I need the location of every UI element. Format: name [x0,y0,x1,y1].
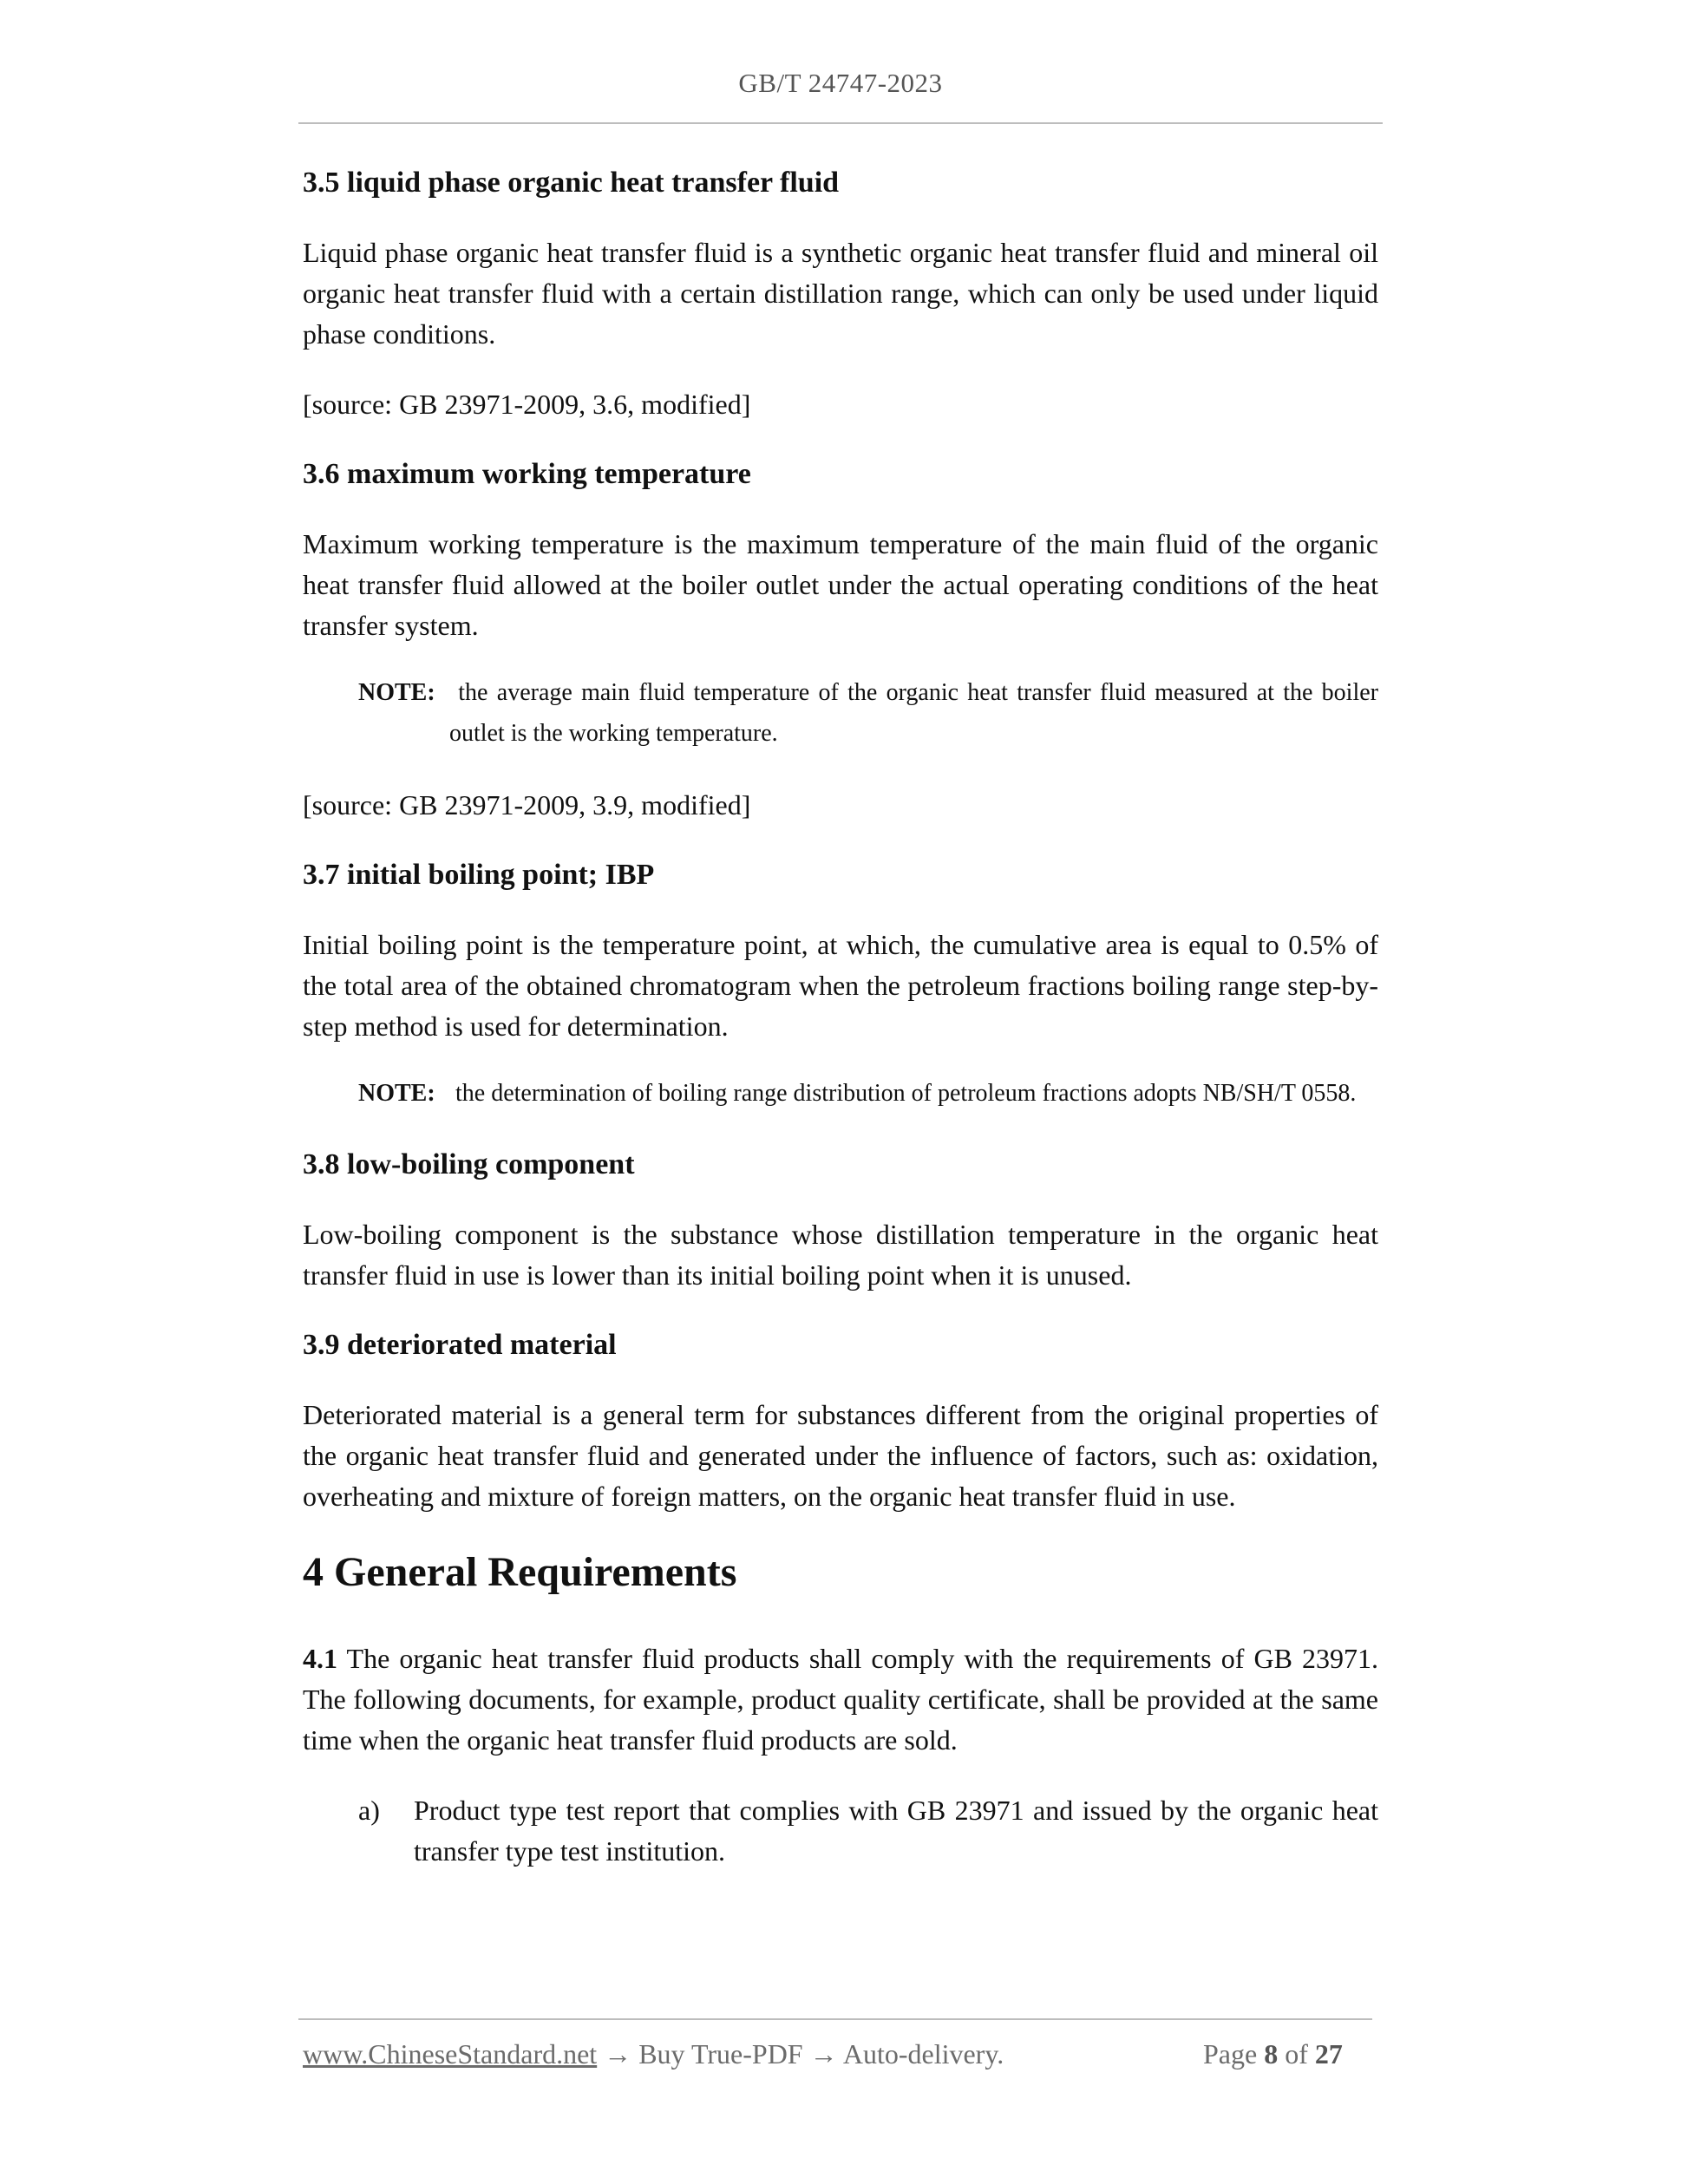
arrow-right-icon: → [809,2038,838,2070]
total-pages: 27 [1314,2038,1343,2070]
of-label: of [1285,2038,1308,2070]
section-3-7-note [358,1073,1378,1114]
arrow-right-icon: → [604,2038,632,2070]
section-3-5-body: Liquid phase organic heat transfer fluid is a synthetic organic heat transfer fluid and mineral oil organic heat transfer fluid with a certain distillation range, which can only be used under liquid phase conditions. [303,237,1378,350]
section-3-8-body: Low-boiling component is the substance whose distillation temperature in the organic heat transfer fluid in use is lower than its initial boiling point when it is unused. [303,1219,1378,1291]
delivery-text: Auto-delivery. [842,2038,1004,2070]
footer-promo [303,2038,1004,2070]
list-marker: a) [358,1795,380,1826]
section-3-9-title: 3.9 deteriorated material [303,1329,617,1361]
section-3-9-body: Deteriorated material is a general term for substances different from the original properties of the organic heat transfer fluid and generated under the influence of factors, such as: oxidation, overheating and mixture of foreign matters, on the organic heat transfer fluid in use. [303,1399,1378,1512]
section-3-6-note [358,672,1378,754]
section-3-6-source: [source: GB 23971-2009, 3.9, modified] [303,789,751,821]
buy-text: Buy True-PDF [638,2038,803,2070]
header-divider [298,122,1383,124]
section-3-8-title: 3.8 low-boiling component [303,1148,635,1180]
page-label: Page [1203,2038,1258,2070]
page-number [1203,2038,1343,2070]
note-label: NOTE: [358,1080,435,1107]
section-3-6-title: 3.6 maximum working temperature [303,458,751,490]
note-text: the determination of boiling range distribution of petroleum fractions adopts NB/SH/T 0558. [455,1080,1357,1107]
section-3-7-body: Initial boiling point is the temperature point, at which, the cumulative area is equal to 0.5% of the total area of the obtained chromatogram when the petroleum fractions boiling range step-by-step method is used for determination. [303,929,1378,1042]
note-label: NOTE: [358,679,435,706]
clause-4-1 [303,1638,1378,1761]
section-3-7-title: 3.7 initial boiling point; IBP [303,859,655,891]
chapter-4-title: 4 General Requirements [303,1549,737,1595]
section-3-5-source: [source: GB 23971-2009, 3.6, modified] [303,389,751,420]
list-item-text: Product type test report that complies with GB 23971 and issued by the organic heat transfer type test institution. [414,1795,1378,1867]
section-3-5-title: 3.5 liquid phase organic heat transfer fluid [303,167,840,199]
list-item [358,1790,1378,1872]
page-content [303,163,1378,1872]
clause-text: The organic heat transfer fluid products shall comply with the requirements of GB 23971. The following documents, for example, product quality certificate, shall be provided at the same time when the organic heat transfer fluid products are sold. [303,1643,1379,1756]
clause-number: 4.1 [303,1643,337,1674]
section-3-6-body: Maximum working temperature is the maximum temperature of the main fluid of the organic heat transfer fluid allowed at the boiler outlet under the actual operating conditions of the heat transfer system. [303,528,1378,641]
footer-divider [298,2018,1372,2020]
website-link[interactable]: www.ChineseStandard.net [303,2038,598,2070]
note-text: the average main fluid temperature of the organic heat transfer fluid measured at the boiler outlet is the working temperature. [449,679,1378,747]
current-page: 8 [1264,2038,1279,2070]
document-header: GB/T 24747-2023 [738,68,943,98]
